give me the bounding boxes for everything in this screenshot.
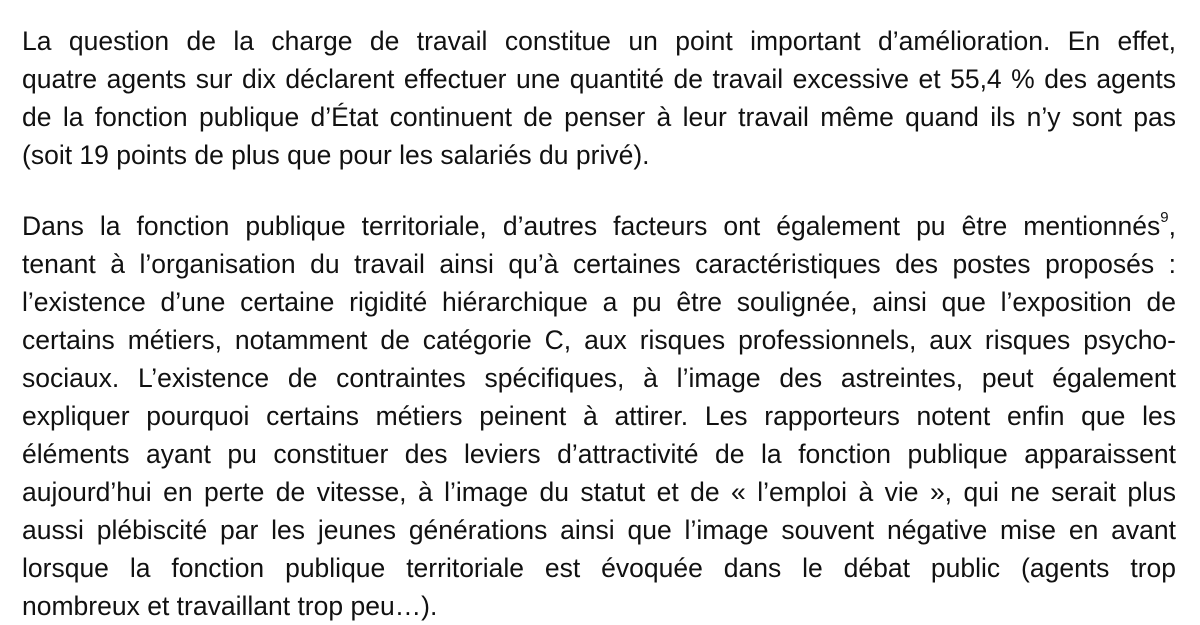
text-line: aussi plébiscité par les jeunes générations ainsi que l’image souvent négative mise en avant: [22, 515, 1176, 545]
paragraph-workload: [22, 22, 1176, 174]
text-line: lorsque la fonction publique territoriale est évoquée dans le débat public (agents trop: [22, 553, 1176, 583]
text-line-content: Dans la fonction publique territoriale, d’autres facteurs ont également pu être mentionnés: [22, 211, 1161, 241]
text-line: de la fonction publique d’État continuent de penser à leur travail même quand ils n’y sont pas: [22, 102, 1176, 132]
text-line: expliquer pourquoi certains métiers peinent à attirer. Les rapporteurs notent enfin que les: [22, 401, 1176, 431]
text-line-punctuation: ,: [1168, 211, 1176, 241]
text-line: sociaux. L’existence de contraintes spécifiques, à l’image des astreintes, peut également: [22, 363, 1176, 393]
footnote-marker: 9: [1160, 209, 1169, 227]
text-line: éléments ayant pu constituer des leviers d’attractivité de la fonction publique apparaissent: [22, 439, 1176, 469]
text-line-with-footnote: [22, 207, 1176, 245]
text-line: nombreux et travaillant trop peu…).: [22, 591, 438, 621]
text-line: La question de la charge de travail constitue un point important d’amélioration. En effet,: [22, 26, 1176, 56]
text-line: tenant à l’organisation du travail ainsi qu’à certaines caractéristiques des postes proposés :: [22, 249, 1176, 279]
text-line: quatre agents sur dix déclarent effectuer une quantité de travail excessive et 55,4 % des agents: [22, 64, 1176, 94]
text-line: aujourd’hui en perte de vitesse, à l’image du statut et de « l’emploi à vie », qui ne serait plus: [22, 477, 1176, 507]
text-line: l’existence d’une certaine rigidité hiérarchique a pu être soulignée, ainsi que l’exposition de: [22, 287, 1176, 317]
text-line: (soit 19 points de plus que pour les salariés du privé).: [22, 140, 650, 170]
paragraph-territorial: [22, 207, 1176, 625]
text-line: certains métiers, notamment de catégorie C, aux risques professionnels, aux risques psycho-: [22, 325, 1176, 355]
